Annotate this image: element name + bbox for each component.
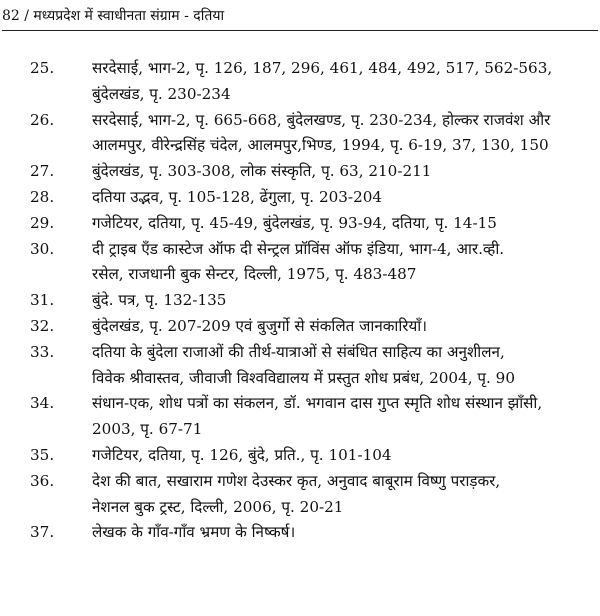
endnote <box>0 443 600 469</box>
endnote <box>0 237 600 289</box>
endnote-text: गजेटियर, दतिया, पृ. 126, बुंदे, प्रति., पृ. 101-104 <box>92 445 392 464</box>
endnote-number: 36. <box>30 471 55 490</box>
endnote-text: गजेटियर, दतिया, पृ. 45-49, बुंदेलखंड, पृ. 93-94, दतिया, पृ. 14-15 <box>92 213 497 232</box>
endnote-text: लेखक के गाँव-गाँव भ्रमण के निष्कर्ष। <box>92 523 296 542</box>
endnote-number: 28. <box>30 187 55 206</box>
endnote <box>0 56 600 108</box>
endnote <box>0 159 600 185</box>
endnote-text: दी ट्राइब एँड कास्टेज ऑफ दी सेन्ट्रल प्रॉविंस ऑफ इंडिया, भाग-4, आर.व्ही. रसेल, राजधानी बुक सेन्टर, दिल्ली, 1975, पृ. 483-487 <box>92 239 505 284</box>
endnote-text: संधान-एक, शोध पत्रों का संकलन, डॉ. भगवान दास गुप्त स्मृति शोध संस्थान झाँसी, 2003, पृ. 67-71 <box>92 394 543 439</box>
endnote-text: बुंदेलखंड, पृ. 207-209 एवं बुजुर्गो से संकलित जानकारियाँ। <box>92 316 427 335</box>
endnote-text: सरदेसाई, भाग-2, पृ. 665-668, बुंदेलखण्ड, पृ. 230-234, होल्कर राजवंश और आलमपुर, वीरेन्द्रसिंह चंदेल, आलमपुर,भिण्ड, 1994, पृ. 6-19, 37, 130, 150 <box>92 110 551 155</box>
endnote <box>0 469 600 521</box>
endnote-number: 25. <box>30 59 55 77</box>
endnote-number: 30. <box>30 239 55 258</box>
endnote-number: 37. <box>30 523 55 542</box>
endnote-text: बुंदे. पत्र, पृ. 132-135 <box>92 291 227 310</box>
endnote-number: 27. <box>30 162 55 181</box>
header-rule <box>2 30 598 31</box>
endnote-number: 35. <box>30 445 55 464</box>
endnote-number: 32. <box>30 316 55 335</box>
endnote-number: 33. <box>30 342 55 361</box>
running-head: 82 / मध्यप्रदेश में स्वाधीनता संग्राम - दतिया <box>2 8 225 24</box>
endnote <box>0 314 600 340</box>
endnote-text: बुंदेलखंड, पृ. 303-308, लोक संस्कृति, पृ. 63, 210-211 <box>92 162 432 181</box>
endnote-number: 26. <box>30 110 55 129</box>
endnote <box>0 391 600 443</box>
endnote-text: दतिया उद्भव, पृ. 105-128, ढेंगुला, पृ. 203-204 <box>92 187 383 206</box>
endnote <box>0 185 600 211</box>
endnote-text: देश की बात, सखाराम गणेश देउस्कर कृत, अनुवाद बाबूराम विष्णु पराड़कर, नेशनल बुक ट्रस्ट, दिल्ली, 2006, पृ. 20-21 <box>92 471 501 516</box>
endnote-text: दतिया के बुंदेला राजाओं की तीर्थ-यात्राओं से संबंधित साहित्य का अनुशीलन, विवेक श्रीवास्तव, जीवाजी विश्वविद्यालय में प्रस्तुत शोध प्रबंध, 2004, पृ. 90 <box>92 342 515 387</box>
endnote-number: 29. <box>30 213 55 232</box>
endnote <box>0 211 600 237</box>
endnote-text: सरदेसाई, भाग-2, पृ. 126, 187, 296, 461, 484, 492, 517, 562-563, बुंदेलखंड, पृ. 230-234 <box>92 59 553 103</box>
endnotes-list <box>0 56 600 546</box>
endnote <box>0 520 600 546</box>
endnote <box>0 108 600 160</box>
endnote <box>0 340 600 392</box>
endnote-number: 31. <box>30 291 55 310</box>
endnote-number: 34. <box>30 394 55 413</box>
endnote <box>0 288 600 314</box>
